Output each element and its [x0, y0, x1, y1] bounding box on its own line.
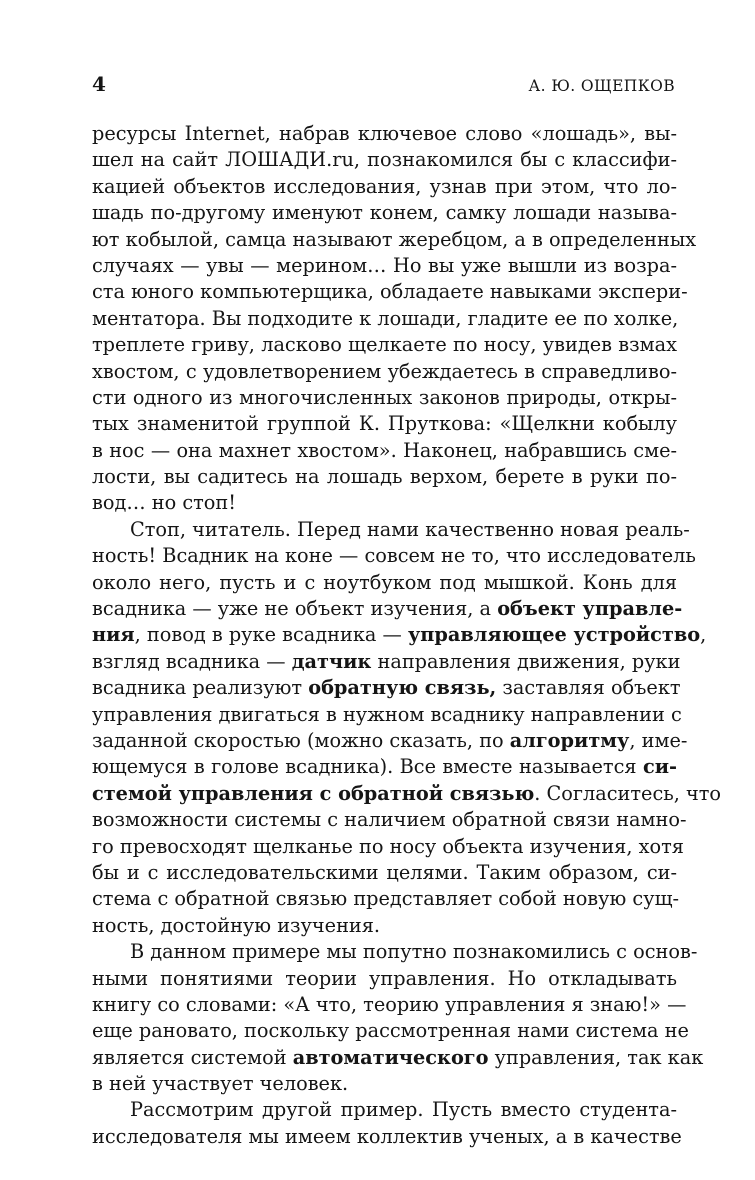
text-run: возможности системы с наличием обратной связи намно-: [92, 808, 687, 832]
text-run: всадника — уже не объект изучения, а: [92, 597, 498, 621]
text-line: [92, 1045, 704, 1071]
text-line: [92, 570, 677, 596]
bold-term: алгоритму: [509, 728, 630, 752]
text-run: заставляя объект: [496, 676, 681, 700]
text-run: еще рановато, поскольку рассмотренная нами система не: [92, 1019, 689, 1043]
text-run: исследователя мы имеем коллектив ученых, а в качестве: [92, 1124, 682, 1148]
text-run: является системой: [92, 1045, 293, 1069]
text-run: случаях — увы — мерином… Но вы уже вышли из возра-: [92, 253, 677, 277]
text-line: [92, 913, 677, 939]
text-line: [92, 966, 677, 992]
bold-term: объект управле-: [497, 597, 683, 621]
running-head: А. Ю. ОЩЕПКОВ: [528, 77, 675, 95]
text-run: сти одного из многочисленных законов природы, откры-: [92, 385, 677, 409]
text-run: ют кобылой, самца называют жеребцом, а в определенных: [92, 227, 697, 251]
bold-term: обратную связь,: [308, 676, 497, 700]
text-line: [92, 174, 677, 200]
text-line: [92, 543, 696, 569]
page-number: 4: [92, 72, 106, 96]
text-run: книгу со словами: «А что, теорию управления я знаю!» —: [92, 992, 687, 1016]
text-line: [92, 754, 677, 780]
text-line: [92, 147, 677, 173]
text-run: В данном примере мы попутно познакомились с основ-: [130, 940, 698, 964]
text-run: ментатора. Вы подходите к лошади, гладите ее по холке,: [92, 306, 679, 330]
text-line: [92, 728, 688, 754]
text-line: [92, 939, 698, 965]
page-header: [92, 72, 675, 96]
text-run: Рассмотрим другой пример. Пусть вместо студента-: [130, 1098, 677, 1122]
text-run: бы и с исследовательскими целями. Таким образом, си-: [92, 860, 677, 884]
text-run: шадь по-другому именуют конем, самку лошади называ-: [92, 201, 677, 225]
text-run: заданной скоростью (можно сказать, по: [92, 728, 510, 752]
text-run: . Согласитесь, что: [534, 781, 722, 805]
text-run: всадника реализуют: [92, 676, 309, 700]
text-run: Стоп, читатель. Перед нами качественно новая реаль-: [130, 517, 690, 541]
text-line: [92, 1071, 677, 1097]
text-line: [92, 834, 684, 860]
text-line: [92, 464, 677, 490]
text-line: [92, 781, 722, 807]
text-line: [92, 306, 677, 332]
text-line: [92, 860, 677, 886]
text-run: в нос — она махнет хвостом». Наконец, набравшись сме-: [92, 438, 677, 462]
text-run: тых знаменитой группой К. Пруткова: «Щелкни кобылу: [92, 412, 677, 436]
text-line: [92, 1097, 677, 1123]
bold-term: ния: [92, 623, 135, 647]
text-line: [92, 596, 683, 622]
bold-term: автоматического: [292, 1045, 489, 1069]
text-line: [92, 227, 697, 253]
text-line: [92, 359, 677, 385]
text-line: [92, 886, 680, 912]
text-run: взгляд всадника —: [92, 649, 292, 673]
text-run: около него, пусть и с ноутбуком под мышкой. Конь для: [92, 570, 677, 594]
text-run: ность! Всадник на коне — совсем не то, что исследователь: [92, 544, 696, 568]
text-run: хвостом, с удовлетворением убеждаетесь в справедливо-: [92, 359, 677, 383]
bold-term: стемой управления с обратной связью: [92, 781, 535, 805]
text-run: в ней участвует человек.: [92, 1072, 349, 1096]
text-run: , повод в руке всадника —: [134, 623, 408, 647]
text-line: [92, 253, 677, 279]
bold-term: датчик: [291, 649, 372, 673]
text-run: вод… но стоп!: [92, 491, 237, 515]
text-run: ресурсы Internet, набрав ключевое слово «лошадь», вы-: [92, 122, 677, 145]
text-line: [92, 622, 707, 648]
text-line: [92, 1124, 682, 1150]
bold-term: си-: [642, 755, 677, 779]
text-line: [92, 121, 677, 147]
text-line: [92, 675, 681, 701]
text-run: , име-: [629, 728, 688, 752]
text-run: кацией объектов исследования, узнав при этом, что ло-: [92, 174, 677, 198]
text-line: [92, 385, 677, 411]
text-line: [92, 1018, 689, 1044]
text-line: [92, 279, 688, 305]
body-text: [92, 121, 722, 1150]
text-run: ста юного компьютерщика, обладаете навыками экспери-: [92, 280, 688, 304]
text-line: [92, 332, 677, 358]
text-run: ными понятиями теории управления. Но откладывать: [92, 966, 677, 990]
text-line: [92, 649, 681, 675]
text-line: [92, 438, 677, 464]
text-run: шел на сайт ЛОШАДИ.ru, познакомился бы с классифи-: [92, 148, 677, 172]
text-run: управления двигаться в нужном всаднику направлении с: [92, 702, 682, 726]
text-run: го превосходят щелканье по носу объекта изучения, хотя: [92, 834, 684, 858]
text-run: направления движения, руки: [371, 649, 681, 673]
text-run: управления, так как: [488, 1045, 704, 1069]
text-run: лости, вы садитесь на лошадь верхом, берете в руки по-: [92, 465, 677, 489]
bold-term: управляющее устройство: [407, 623, 701, 647]
text-run: треплете гриву, ласково щелкаете по носу, увидев взмах: [92, 333, 677, 357]
text-line: [92, 702, 682, 728]
text-line: [92, 807, 687, 833]
text-run: стема с обратной связью представляет собой новую сущ-: [92, 887, 680, 911]
text-line: [92, 411, 677, 437]
text-run: ющемуся в голове всадника). Все вместе называется: [92, 755, 643, 779]
text-line: [92, 490, 677, 516]
text-run: ,: [700, 623, 707, 647]
text-line: [92, 992, 687, 1018]
text-run: ность, достойную изучения.: [92, 913, 381, 937]
text-line: [92, 517, 690, 543]
text-line: [92, 200, 677, 226]
